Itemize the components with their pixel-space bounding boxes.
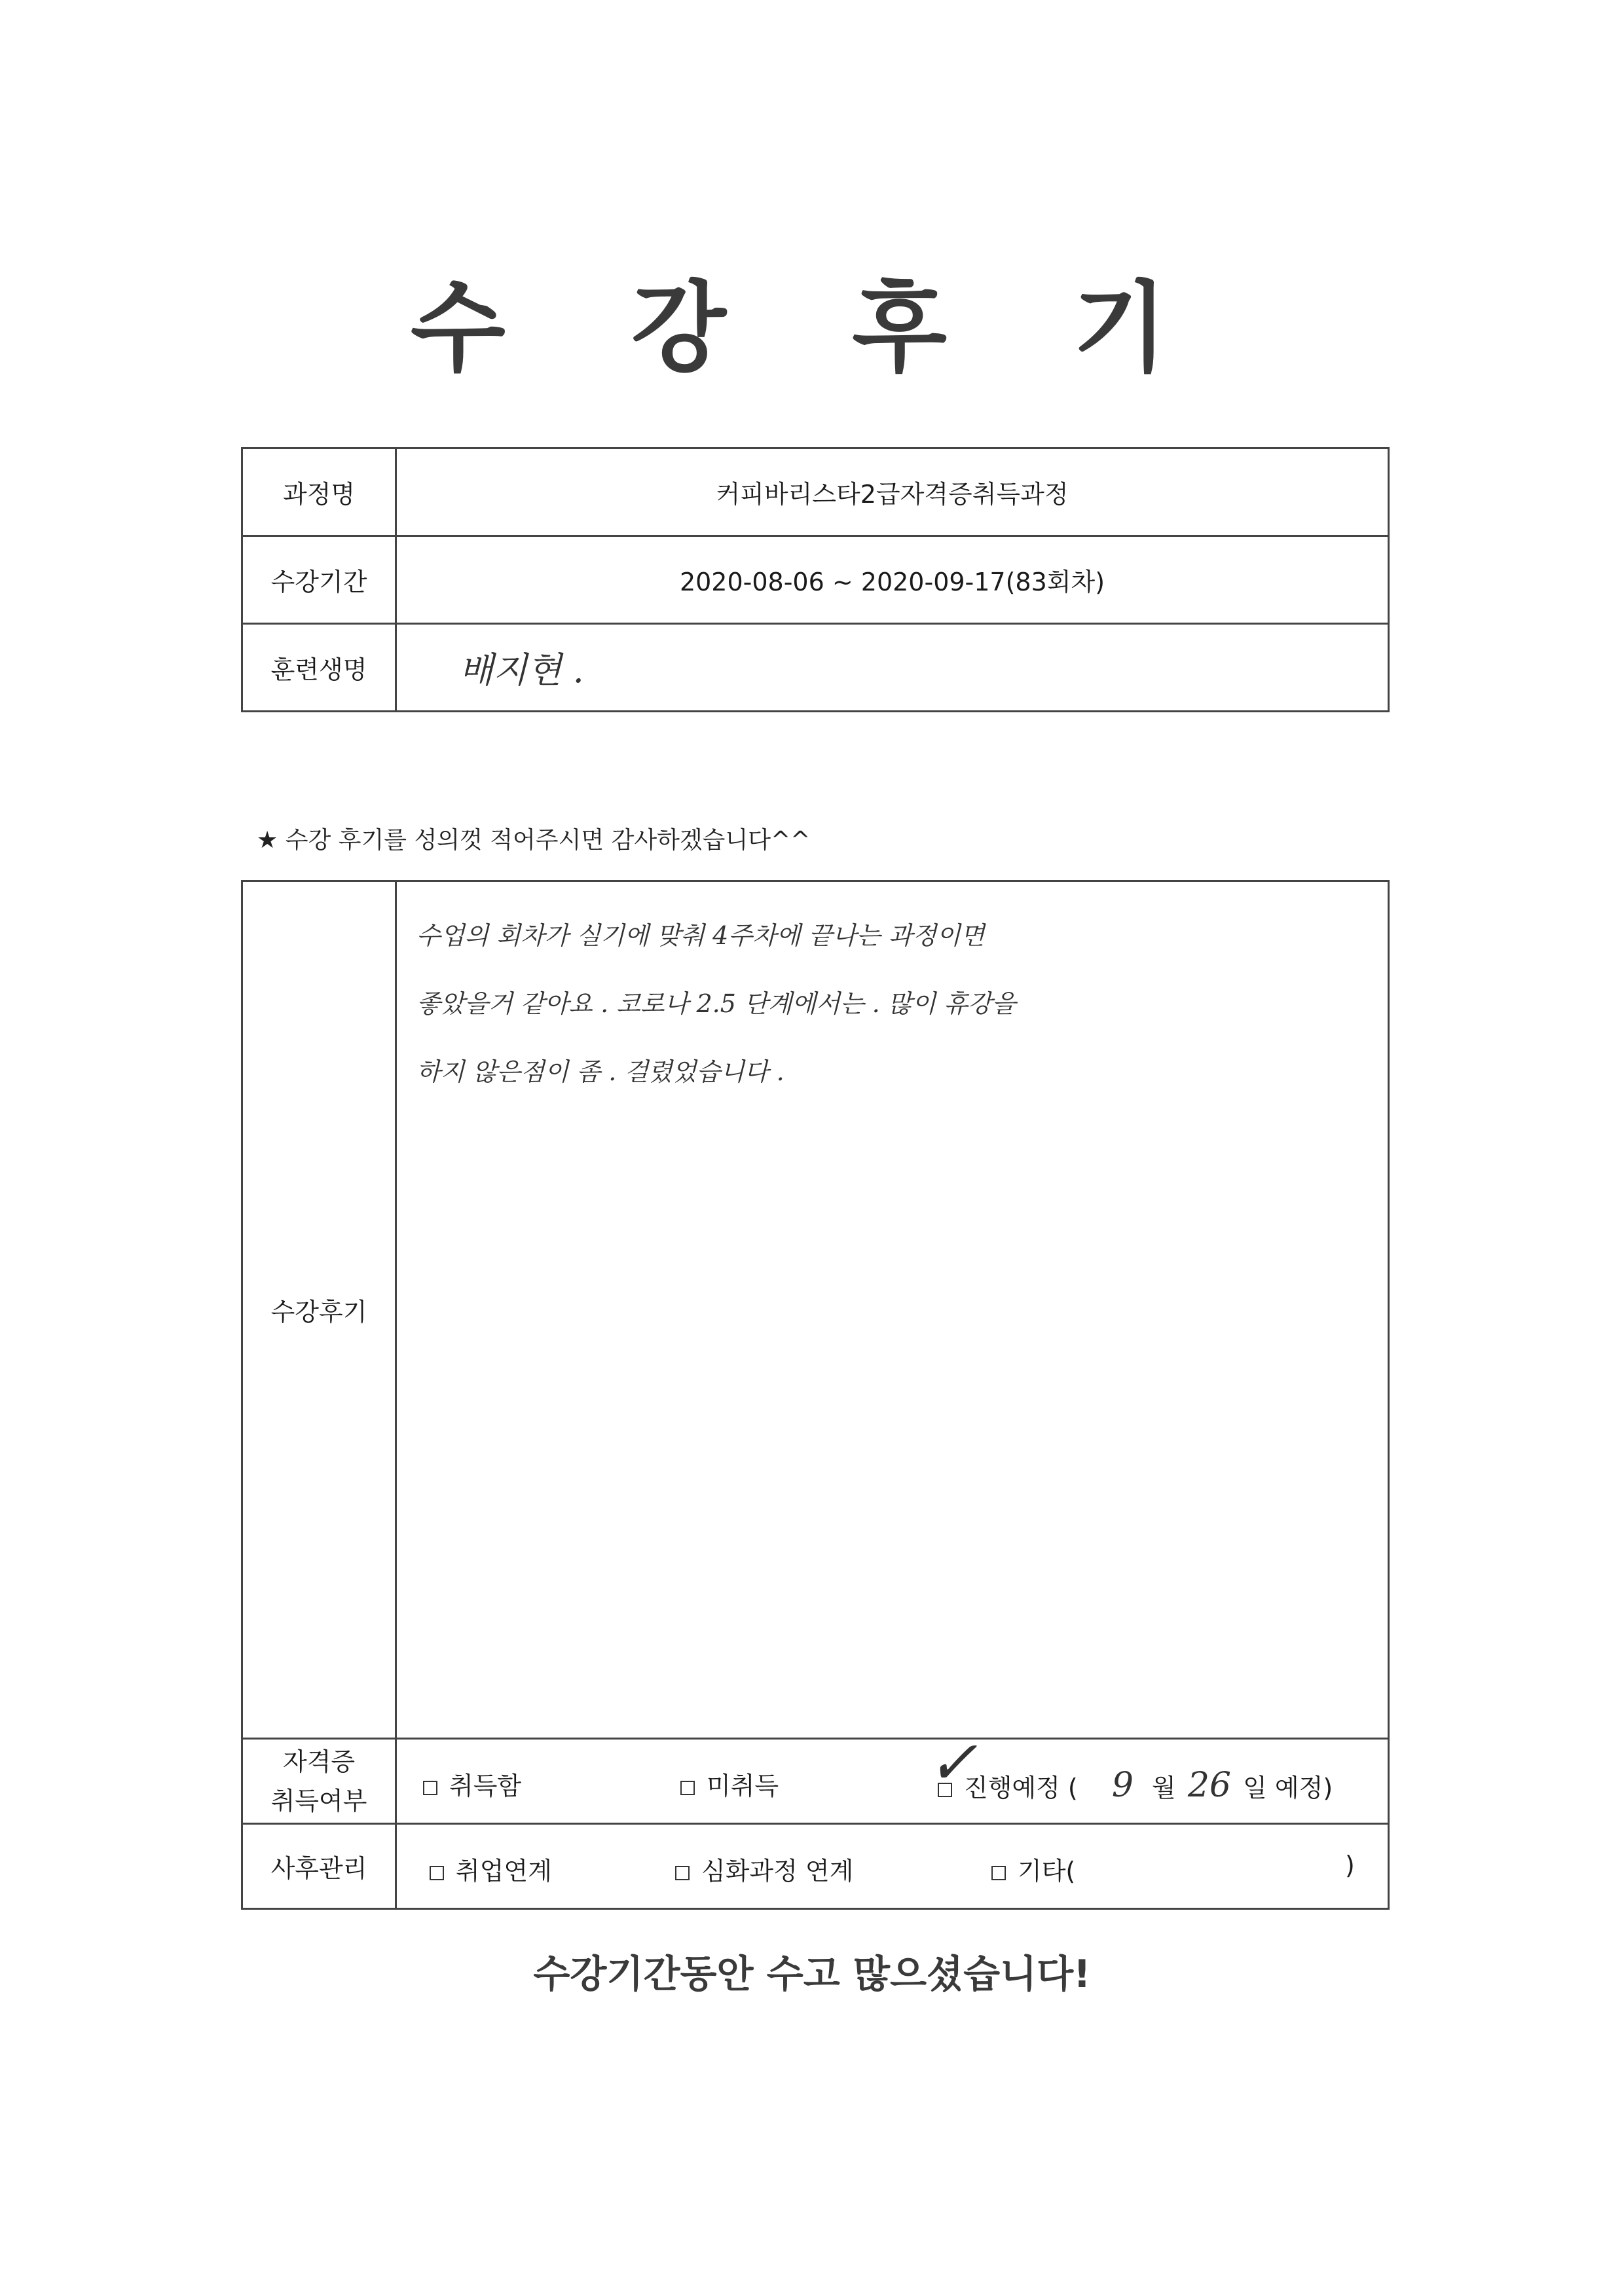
checkbox-icon [680, 1781, 695, 1795]
course-value: 커피바리스타2급자격증취득과정 [396, 448, 1389, 536]
checkmark-icon: ✓ [927, 1728, 978, 1798]
period-label: 수강기간 [242, 536, 396, 624]
checkbox-other[interactable] [991, 1851, 1075, 1887]
month-unit: 월 [1152, 1774, 1176, 1802]
certification-row [242, 1739, 1389, 1824]
checkbox-icon [423, 1781, 437, 1795]
option-other-close: ) [1345, 1851, 1355, 1880]
review-table [241, 880, 1390, 1910]
aftercare-options [396, 1824, 1389, 1909]
checkbox-planned[interactable] [938, 1766, 1333, 1805]
option-obtained-label: 취득함 [449, 1772, 522, 1800]
course-info-table [241, 447, 1390, 712]
review-label: 수강후기 [242, 881, 396, 1739]
aftercare-label: 사후관리 [242, 1824, 396, 1909]
checkbox-obtained[interactable] [423, 1766, 521, 1802]
footer-message: 수강기간동안 수고 많으셨습니다! [533, 1952, 1091, 1996]
checkbox-icon [430, 1866, 444, 1880]
page-title: 수 강 후 기 [410, 272, 1214, 386]
period-row [242, 536, 1389, 624]
option-not-obtained-label: 미취득 [707, 1772, 779, 1800]
trainee-label: 훈련생명 [242, 624, 396, 712]
checkbox-icon [991, 1866, 1006, 1880]
certification-label [242, 1739, 396, 1824]
option-other-label: 기타( [1018, 1857, 1076, 1886]
certification-label-line1: 자격증 [282, 1747, 356, 1776]
notice-text: ★ 수강 후기를 성의껏 적어주시면 감사하겠습니다^^ [257, 827, 811, 854]
checkbox-advanced-course[interactable] [675, 1851, 853, 1887]
option-planned-label: 진행예정 ( [964, 1774, 1078, 1802]
review-line: 좋았을거 같아요 . 코로나 2.5 단계에서는 . 많이 휴강을 [416, 989, 1016, 1018]
checkbox-not-obtained[interactable] [680, 1766, 779, 1802]
option-job-label: 취업연계 [456, 1857, 552, 1886]
day-unit: 일 예정) [1243, 1774, 1333, 1802]
checkbox-job-link[interactable] [430, 1851, 552, 1887]
certification-options [396, 1728, 1389, 1824]
month-handwritten: 9 [1111, 1766, 1134, 1805]
checkbox-icon [675, 1866, 690, 1880]
review-text-area[interactable] [396, 881, 1389, 1739]
trainee-row [242, 624, 1389, 712]
day-handwritten: 26 [1187, 1766, 1232, 1805]
certification-label-line2: 취득여부 [270, 1786, 367, 1815]
course-row [242, 448, 1389, 536]
aftercare-row [242, 1824, 1389, 1909]
trainee-name-handwritten: 배지현 . [459, 649, 584, 691]
trainee-cell[interactable] [396, 624, 1389, 712]
course-label: 과정명 [242, 448, 396, 536]
review-line: 하지 않은점이 좀 . 걸렸었습니다 . [416, 1057, 784, 1086]
period-value: 2020-08-06 ~ 2020-09-17(83회차) [396, 536, 1389, 624]
review-row [242, 881, 1389, 1739]
review-line: 수업의 회차가 실기에 맞춰 4주차에 끝나는 과정이면 [416, 921, 985, 950]
option-advanced-label: 심화과정 연계 [701, 1857, 854, 1886]
